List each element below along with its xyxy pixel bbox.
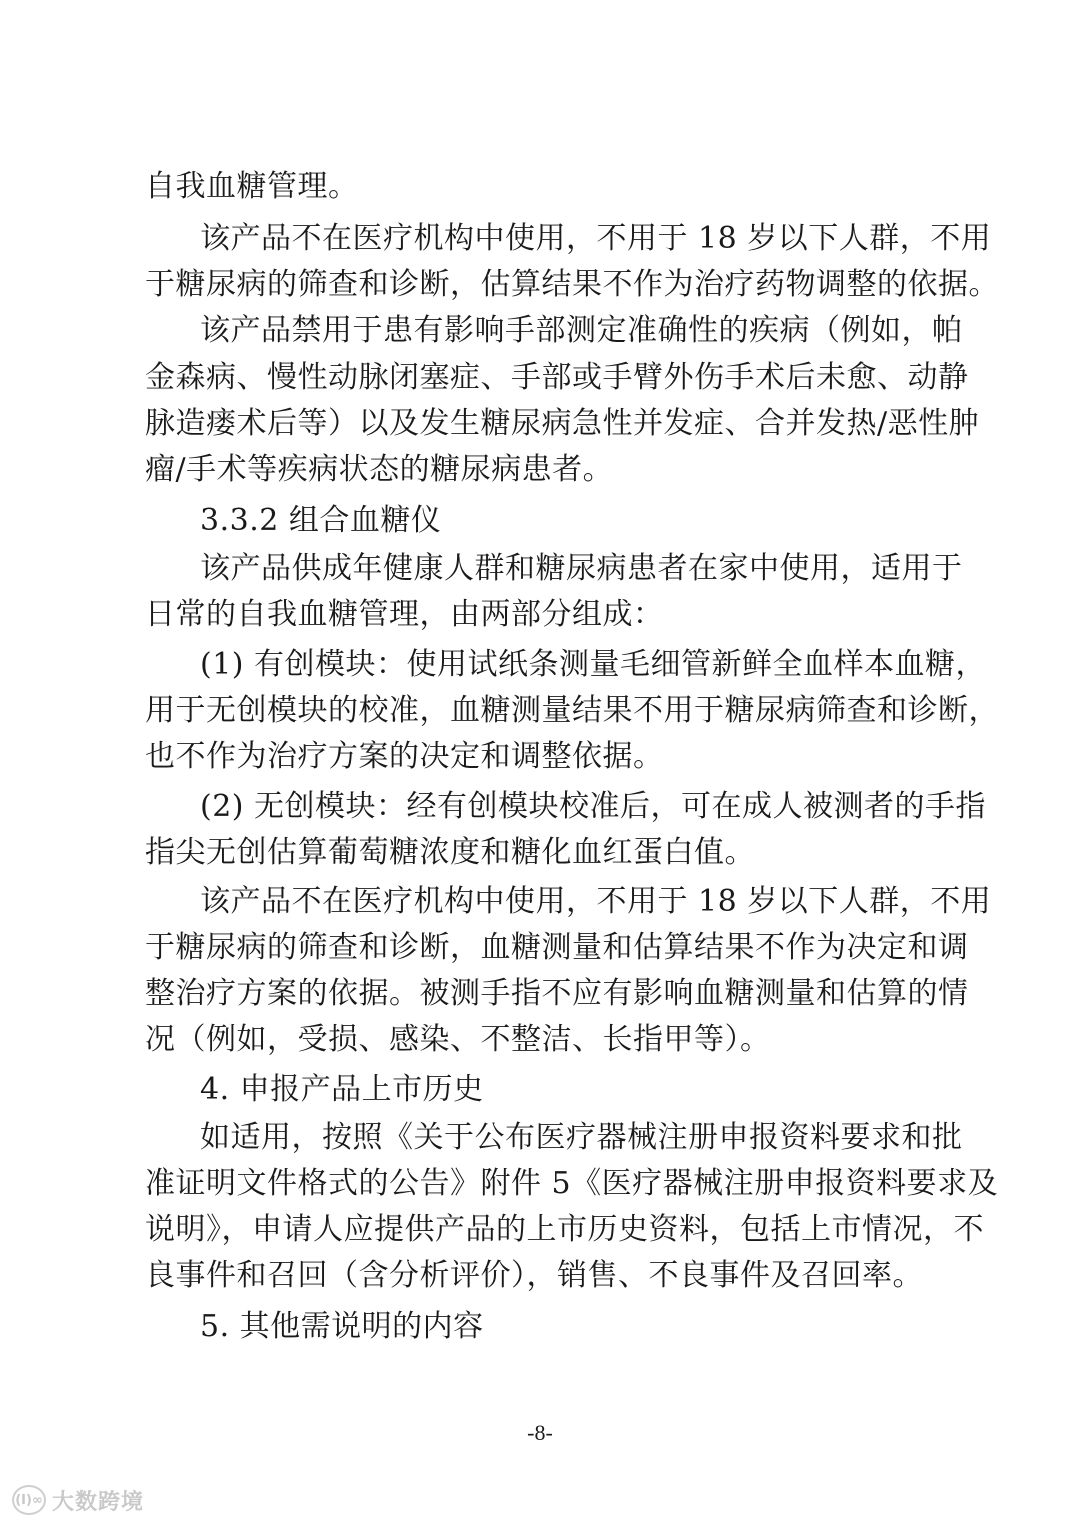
- watermark-text: 大数跨境: [52, 1489, 145, 1515]
- text-line-1: 自我血糖管理。: [145, 169, 359, 204]
- text-line-4: 该产品禁用于患有影响手部测定准确性的疾病（例如，帕: [200, 313, 963, 348]
- text-line-13: 也不作为治疗方案的决定和调整依据。: [145, 739, 664, 774]
- section-heading-5: 5. 其他需说明的内容: [200, 1309, 484, 1344]
- text-line-11: (1) 有创模块：使用试纸条测量毛细管新鲜全血样本血糖，: [200, 647, 987, 682]
- text-line-2: 该产品不在医疗机构中使用，不用于 18 岁以下人群，不用: [200, 221, 992, 256]
- text-line-14: (2) 无创模块：经有创模块校准后，可在成人被测者的手指: [200, 789, 987, 824]
- text-line-9: 该产品供成年健康人群和糖尿病患者在家中使用，适用于: [200, 551, 963, 586]
- text-line-10: 日常的自我血糖管理，由两部分组成：: [145, 597, 664, 632]
- text-line-3: 于糖尿病的筛查和诊断，估算结果不作为治疗药物调整的依据。: [145, 267, 999, 302]
- text-line-12: 用于无创模块的校准，血糖测量结果不用于糖尿病筛查和诊断，: [145, 693, 999, 728]
- text-line-18: 整治疗方案的依据。被测手指不应有影响血糖测量和估算的情: [145, 976, 969, 1011]
- text-line-7: 瘤/手术等疾病状态的糖尿病患者。: [145, 452, 614, 487]
- text-line-21: 如适用，按照《关于公布医疗器械注册申报资料要求和批: [200, 1120, 963, 1155]
- text-line-6: 脉造瘘术后等）以及发生糖尿病急性并发症、合并发热/恶性肿: [145, 406, 980, 441]
- text-line-17: 于糖尿病的筛查和诊断，血糖测量和估算结果不作为决定和调: [145, 930, 969, 965]
- text-line-19: 况（例如，受损、感染、不整洁、长指甲等）。: [145, 1022, 771, 1057]
- text-line-5: 金森病、慢性动脉闭塞症、手部或手臂外伤手术后未愈、动静: [145, 360, 969, 395]
- text-line-22: 准证明文件格式的公告》附件 5《医疗器械注册申报资料要求及: [145, 1166, 999, 1201]
- section-heading-4: 4. 申报产品上市历史: [200, 1072, 484, 1107]
- watermark: [12, 1483, 144, 1517]
- text-line-24: 良事件和召回（含分析评价），销售、不良事件及召回率。: [145, 1258, 923, 1293]
- page-number: -8-: [527, 1420, 553, 1445]
- text-line-23: 说明》，申请人应提供产品的上市历史资料，包括上市情况，不: [145, 1212, 984, 1247]
- text-line-16: 该产品不在医疗机构中使用，不用于 18 岁以下人群，不用: [200, 884, 992, 919]
- watermark-logo-icon: (I)∞: [12, 1485, 46, 1515]
- text-line-15: 指尖无创估算葡萄糖浓度和糖化血红蛋白值。: [145, 835, 755, 870]
- section-heading-3-3-2: 3.3.2 组合血糖仪: [200, 503, 442, 538]
